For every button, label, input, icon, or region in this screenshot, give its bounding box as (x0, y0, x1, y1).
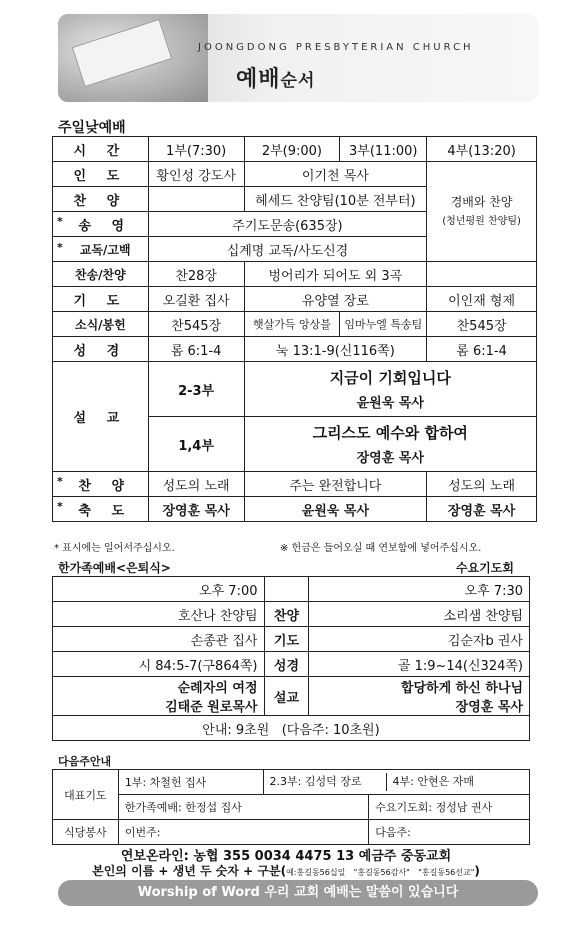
table-row (53, 472, 537, 497)
prayer-4: 이인재 형제 (427, 287, 537, 312)
kitchen-label: 식당봉사 (53, 820, 119, 845)
table-row (53, 262, 537, 287)
praise-4-team: (청년평원 찬양팀) (442, 215, 521, 227)
rep-23: 2.3부: 김성덕 장로 (269, 775, 362, 788)
sermon-b-parts: 1,4부 (148, 417, 244, 472)
table-row (53, 770, 530, 795)
sunday-section-title: 주일낮예배 (58, 120, 126, 136)
creed-label (53, 237, 149, 262)
leader-1: 황인성 강도사 (148, 162, 244, 187)
wed-praise: 소리샘 찬양팀 (309, 602, 530, 627)
wednesday-title: 수요기도회 (456, 561, 514, 575)
time-label (264, 577, 309, 602)
song-4 (427, 262, 537, 287)
kitchen-this: 이번주: (118, 820, 368, 845)
example-1: 예:홍길동56십일 (286, 868, 346, 877)
church-name: JOONGDONG PRESBYTERIAN CHURCH (198, 42, 474, 53)
family-sermon-preacher: 김태준 원로목사 (165, 700, 258, 715)
wed-time: 오후 7:30 (309, 577, 530, 602)
scripture-1: 롬 6:1-4 (148, 337, 244, 362)
song-23: 벙어리가 되어도 외 3곡 (244, 262, 427, 287)
sermon-a (244, 362, 536, 417)
table-row (53, 287, 537, 312)
closing-1: 성도의 노래 (148, 472, 244, 497)
leader-label: 인 도 (53, 162, 149, 187)
open-book-icon (72, 19, 172, 87)
scripture-label: 성 경 (53, 337, 149, 362)
song-label: 찬송/찬양 (53, 262, 149, 287)
time-1: 1부(7:30) (148, 137, 244, 162)
usher-row (53, 716, 530, 741)
praise-1 (148, 187, 244, 212)
wed-scripture: 골 1:9~14(신324쪽) (309, 652, 530, 677)
table-row (53, 162, 537, 187)
sermon-b-title: 그리스도 예수와 합하여 (312, 424, 468, 442)
page-title (236, 62, 315, 93)
hymn-label-text: 송 영 (78, 218, 133, 234)
wed-sermon (309, 677, 530, 716)
time-label: 시 간 (53, 137, 149, 162)
family-sermon-title: 순례자의 여정 (177, 681, 258, 696)
sermon-b-preacher: 장영훈 목사 (356, 451, 424, 466)
table-row (53, 362, 537, 417)
scripture-4: 롬 6:1-4 (427, 337, 537, 362)
prayer-label: 기도 (264, 627, 309, 652)
scripture-23: 눅 13:1-9(신116쪽) (244, 337, 427, 362)
prayer-23: 유양열 장로 (244, 287, 427, 312)
family-time: 오후 7:00 (53, 577, 265, 602)
closing-23: 주는 완전합니다 (244, 472, 427, 497)
rep-family: 한가족예배: 한정섭 집사 (118, 795, 368, 820)
blessing-1: 장영훈 목사 (148, 497, 244, 522)
table-row (53, 337, 537, 362)
scripture-label: 성경 (264, 652, 309, 677)
table-row (53, 137, 537, 162)
usher: 안내: 9초원 (202, 722, 270, 738)
family-scripture: 시 84:5-7(구864쪽) (53, 652, 265, 677)
usher-next: (다음주: 10초원) (281, 722, 380, 738)
title-sub: 순서 (280, 71, 316, 91)
offering-4: 찬545장 (427, 312, 537, 337)
creed: 십계명 교독/사도신경 (148, 237, 426, 262)
stand-note: * 표시에는 일어서주십시오. (54, 543, 175, 554)
stand-mark: * (57, 214, 63, 228)
closing-label-text: 찬 양 (78, 478, 133, 494)
offering-label: 소식/봉헌 (53, 312, 149, 337)
sermon-a-preacher: 윤원욱 목사 (356, 396, 424, 411)
footer-banner: Worship of Word 우리 교회 예배는 말씀이 있습니다 (58, 880, 538, 906)
wed-prayer: 김순자b 권사 (309, 627, 530, 652)
wed-sermon-preacher: 장영훈 목사 (455, 700, 523, 715)
family-worship-title: 한가족예배<은퇴식> (58, 561, 171, 575)
offering-3: 임마누엘 특송팀 (340, 312, 427, 337)
hymn-label (53, 212, 149, 237)
creed-label-text: 교독/고백 (79, 242, 131, 257)
sermon-label: 설 교 (53, 362, 149, 472)
sunday-order-table (52, 136, 537, 522)
bible-photo (58, 14, 208, 102)
sermon-label: 설교 (264, 677, 309, 716)
bulletin-header (58, 14, 538, 102)
next-week-table (52, 769, 530, 845)
blessing-23: 윤원욱 목사 (244, 497, 427, 522)
example-3: "홍길동56선교" (418, 868, 475, 877)
prayer-1: 오길환 집사 (148, 287, 244, 312)
time-2: 2부(9:00) (244, 137, 340, 162)
instruction-text: 본인의 이름 + 생년 두 숫자 + 구분( (92, 864, 287, 878)
offering-1: 찬545장 (148, 312, 244, 337)
table-row (53, 312, 537, 337)
instruction-close: ) (474, 864, 480, 878)
praise-23: 헤세드 찬양팀(10분 전부터) (244, 187, 427, 212)
song-1: 찬28장 (148, 262, 244, 287)
blessing-label-text: 축 도 (78, 503, 133, 519)
blessing-4: 장영훈 목사 (427, 497, 537, 522)
rep-4: 4부: 안현은 자매 (392, 775, 474, 788)
time-4: 4부(13:20) (427, 137, 537, 162)
closing-label (53, 472, 149, 497)
sermon-a-title: 지금이 기회입니다 (329, 369, 451, 387)
prayer-label: 기 도 (53, 287, 149, 312)
family-sermon (53, 677, 265, 716)
title-main: 예배 (236, 67, 281, 92)
sermon-a-parts: 2-3부 (148, 362, 244, 417)
rep-1: 1부: 차철헌 집사 (118, 770, 263, 795)
rep-prayer-label: 대표기도 (53, 770, 119, 820)
rep-23-4 (263, 770, 529, 795)
praise-4-main: 경배와 찬양 (450, 194, 513, 209)
praise-label: 찬 양 (53, 187, 149, 212)
family-praise: 호산나 찬양팀 (53, 602, 265, 627)
hymn: 주기도문송(635장) (148, 212, 426, 237)
closing-4: 성도의 노래 (427, 472, 537, 497)
example-2: "홍길동56감사" (353, 868, 410, 877)
stand-mark: * (57, 240, 63, 254)
time-3: 3부(11:00) (340, 137, 427, 162)
table-row (53, 652, 530, 677)
table-row (53, 627, 530, 652)
evening-table (52, 576, 530, 741)
sermon-b (244, 417, 536, 472)
stand-mark: * (57, 499, 63, 513)
table-row (53, 677, 530, 716)
rep-wed: 수요기도회: 정성남 권사 (369, 795, 530, 820)
kitchen-next: 다음주: (369, 820, 530, 845)
praise-4 (427, 162, 537, 262)
table-row (53, 602, 530, 627)
leader-23: 이기천 목사 (244, 162, 427, 187)
table-row (53, 497, 537, 522)
offering-instruction (0, 862, 572, 879)
family-prayer: 손종관 집사 (53, 627, 265, 652)
online-offering: 연보온라인: 농협 355 0034 4475 13 예금주 중동교회 (120, 849, 452, 864)
next-week-title: 다음주안내 (58, 755, 112, 768)
blessing-label (53, 497, 149, 522)
offering-note: ※ 헌금은 들어오실 때 연보함에 넣어주십시오. (280, 543, 482, 554)
table-row (53, 716, 530, 741)
wed-sermon-title: 합당하게 하신 하나님 (400, 681, 523, 696)
table-row (53, 820, 530, 845)
table-row (53, 795, 530, 820)
table-row (53, 577, 530, 602)
offering-2: 햇살가득 앙상블 (244, 312, 340, 337)
stand-mark: * (57, 474, 63, 488)
praise-label: 찬양 (264, 602, 309, 627)
